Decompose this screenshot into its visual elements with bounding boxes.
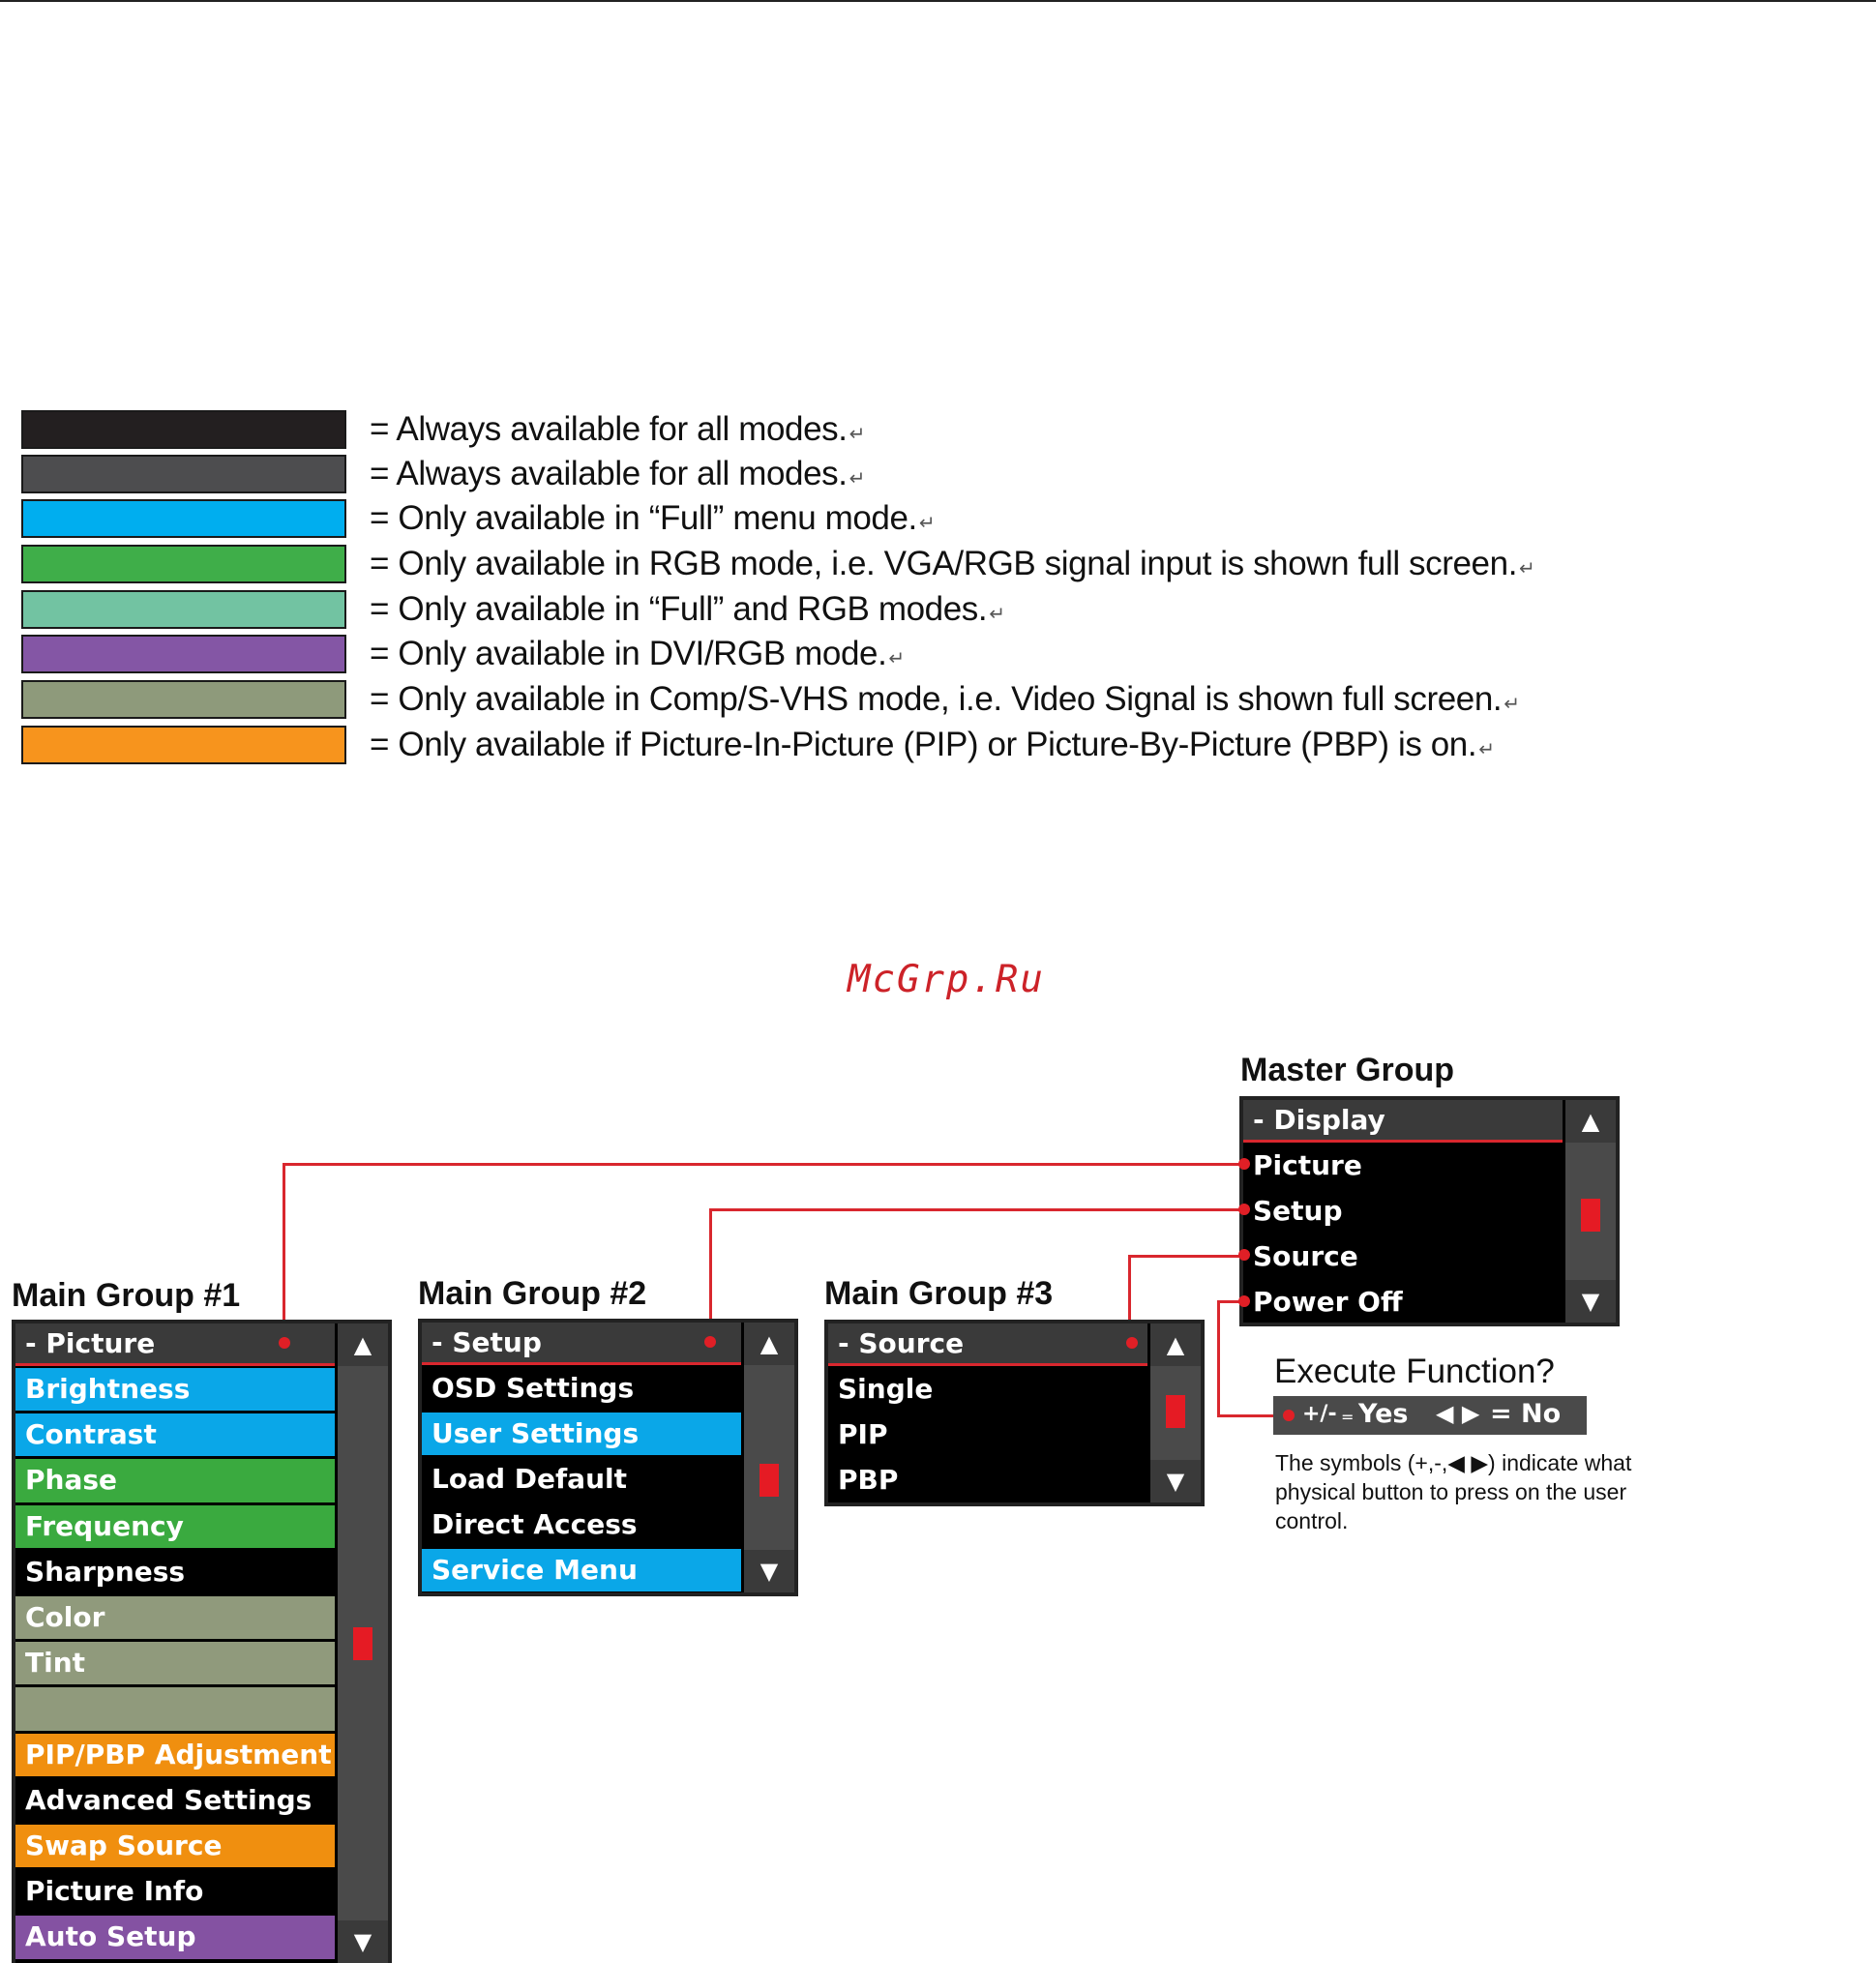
group3-item-pip[interactable] bbox=[828, 1413, 1147, 1456]
execute-function-bar bbox=[1273, 1396, 1587, 1435]
watermark: McGrp.Ru bbox=[848, 958, 1045, 1001]
scroll-down-icon[interactable]: ▼ bbox=[338, 1920, 388, 1963]
group2-item-osd-settings[interactable] bbox=[422, 1367, 741, 1410]
item-label: Source bbox=[1253, 1240, 1358, 1272]
menu-header bbox=[422, 1323, 741, 1365]
connector-dot bbox=[1238, 1158, 1250, 1170]
menu-header-label: - Source bbox=[838, 1327, 965, 1359]
group1-item-color[interactable] bbox=[15, 1596, 335, 1639]
menu-body bbox=[1243, 1100, 1616, 1323]
legend-text: = Only available in Comp/S-VHS mode, i.e. Video Signal is shown full screen. bbox=[370, 680, 1503, 718]
scroll-down-icon[interactable]: ▼ bbox=[1150, 1460, 1201, 1502]
group2-item-user-settings[interactable] bbox=[422, 1413, 741, 1455]
legend-text: = Always available for all modes. bbox=[370, 455, 848, 492]
legend-swatch bbox=[21, 635, 346, 673]
main-group-3-menu bbox=[824, 1320, 1205, 1506]
item-label: Swap Source bbox=[25, 1829, 223, 1861]
item-label: Load Default bbox=[432, 1463, 627, 1495]
item-label: Brightness bbox=[25, 1373, 191, 1405]
item-label: PBP bbox=[838, 1464, 899, 1496]
legend-row bbox=[21, 543, 1666, 587]
legend-text: = Always available for all modes. bbox=[370, 410, 848, 448]
legend-swatch bbox=[21, 410, 346, 449]
item-label: Single bbox=[838, 1373, 934, 1405]
legend-row bbox=[21, 724, 1666, 768]
group1-item-blank[interactable] bbox=[15, 1687, 335, 1730]
connector-dot bbox=[704, 1336, 716, 1348]
group1-item-contrast[interactable] bbox=[15, 1413, 335, 1456]
scroll-up-icon[interactable]: ▲ bbox=[744, 1323, 794, 1365]
equals-sign: = bbox=[1341, 1408, 1355, 1426]
group1-item-picture-info[interactable] bbox=[15, 1870, 335, 1913]
return-icon: ↵ bbox=[849, 424, 865, 445]
group3-item-pbp[interactable] bbox=[828, 1459, 1147, 1502]
connector-line bbox=[283, 1163, 1244, 1166]
connector-dot bbox=[1238, 1249, 1250, 1261]
execute-no[interactable]: = No bbox=[1490, 1399, 1562, 1429]
legend-swatch bbox=[21, 680, 346, 719]
legend-text: = Only available in “Full” menu mode. bbox=[370, 499, 917, 537]
return-icon: ↵ bbox=[989, 604, 1005, 625]
scroll-up-icon[interactable]: ▲ bbox=[338, 1324, 388, 1366]
item-label: Picture bbox=[1253, 1149, 1362, 1181]
connector-line bbox=[1217, 1414, 1281, 1417]
execute-yes[interactable]: Yes bbox=[1358, 1399, 1409, 1429]
item-label: Sharpness bbox=[25, 1555, 186, 1588]
item-label: Service Menu bbox=[432, 1554, 638, 1586]
master-item-picture[interactable] bbox=[1243, 1145, 1563, 1187]
group2-item-load-default[interactable] bbox=[422, 1458, 741, 1501]
connector-dot bbox=[1126, 1337, 1138, 1349]
scrollbar[interactable] bbox=[338, 1324, 388, 1963]
item-label: PIP bbox=[838, 1418, 888, 1450]
left-right-arrows-icon: ◀ ▶ bbox=[1436, 1400, 1480, 1427]
group1-item-sharpness[interactable] bbox=[15, 1551, 335, 1593]
item-label: Frequency bbox=[25, 1509, 184, 1542]
scroll-down-icon[interactable]: ▼ bbox=[1565, 1280, 1616, 1323]
connector-dot bbox=[279, 1337, 290, 1349]
return-icon: ↵ bbox=[888, 648, 905, 669]
group2-item-direct-access[interactable] bbox=[422, 1503, 741, 1546]
execute-function-title: Execute Function? bbox=[1274, 1353, 1555, 1390]
master-item-source[interactable] bbox=[1243, 1235, 1563, 1278]
legend-row bbox=[21, 408, 1666, 453]
return-icon: ↵ bbox=[1478, 739, 1495, 760]
master-group-title: Master Group bbox=[1240, 1052, 1455, 1088]
connector-line bbox=[283, 1163, 285, 1339]
main-group-1-title: Main Group #1 bbox=[12, 1277, 241, 1314]
scroll-up-icon[interactable]: ▲ bbox=[1150, 1324, 1201, 1366]
menu-header bbox=[828, 1324, 1147, 1366]
legend-text: = Only available in RGB mode, i.e. VGA/RGB signal input is shown full screen. bbox=[370, 545, 1518, 582]
top-rule bbox=[0, 0, 1876, 2]
master-group-menu bbox=[1239, 1096, 1620, 1326]
legend-text: = Only available in “Full” and RGB modes. bbox=[370, 590, 988, 628]
master-item-setup[interactable] bbox=[1243, 1190, 1563, 1233]
legend-swatch bbox=[21, 455, 346, 493]
menu-body bbox=[15, 1324, 388, 1963]
legend-text: = Only available in DVI/RGB mode. bbox=[370, 635, 887, 672]
menu-header-label: - Setup bbox=[432, 1326, 542, 1358]
item-label: Phase bbox=[25, 1464, 118, 1497]
scroll-thumb[interactable] bbox=[1581, 1199, 1600, 1232]
menu-body bbox=[828, 1324, 1201, 1502]
legend-row bbox=[21, 497, 1666, 542]
group1-item-tint[interactable] bbox=[15, 1642, 335, 1684]
item-label: Setup bbox=[1253, 1195, 1343, 1227]
return-icon: ↵ bbox=[918, 513, 936, 534]
item-label: Direct Access bbox=[432, 1508, 638, 1540]
main-group-2-title: Main Group #2 bbox=[418, 1275, 647, 1312]
legend-row bbox=[21, 678, 1666, 723]
item-label: Contrast bbox=[25, 1418, 157, 1451]
legend-row bbox=[21, 453, 1666, 497]
group1-item-brightness[interactable] bbox=[15, 1368, 335, 1411]
main-group-3-title: Main Group #3 bbox=[824, 1275, 1054, 1312]
connector-line bbox=[1217, 1300, 1220, 1417]
item-label: Tint bbox=[25, 1647, 86, 1680]
scrollbar[interactable] bbox=[744, 1323, 794, 1592]
group1-item-pip-pbp-adjustment[interactable] bbox=[15, 1734, 335, 1776]
return-icon: ↵ bbox=[1504, 694, 1520, 715]
group1-item-advanced-settings[interactable] bbox=[15, 1779, 335, 1822]
item-label: Advanced Settings bbox=[25, 1783, 313, 1816]
master-item-power-off[interactable] bbox=[1243, 1281, 1563, 1324]
group1-item-auto-setup[interactable] bbox=[15, 1916, 335, 1958]
main-group-1-menu bbox=[12, 1320, 392, 1963]
legend-text: = Only available if Picture-In-Picture (PIP) or Picture-By-Picture (PBP) is on. bbox=[370, 726, 1477, 763]
item-label: Auto Setup bbox=[25, 1920, 196, 1953]
menu-header-label: - Display bbox=[1253, 1104, 1385, 1136]
group2-item-service-menu[interactable] bbox=[422, 1549, 741, 1591]
menu-header-label: - Picture bbox=[25, 1327, 156, 1359]
scroll-thumb[interactable] bbox=[1166, 1395, 1185, 1428]
legend-row bbox=[21, 588, 1666, 633]
item-label: User Settings bbox=[432, 1417, 640, 1449]
connector-line bbox=[1128, 1255, 1244, 1258]
scrollbar[interactable] bbox=[1565, 1100, 1616, 1323]
return-icon: ↵ bbox=[849, 468, 865, 490]
connector-line bbox=[709, 1208, 1244, 1211]
group3-item-single[interactable] bbox=[828, 1368, 1147, 1411]
legend-swatch bbox=[21, 726, 346, 764]
scrollbar[interactable] bbox=[1150, 1324, 1201, 1502]
menu-body bbox=[422, 1323, 794, 1592]
return-icon: ↵ bbox=[1519, 558, 1535, 580]
execute-note: The symbols (+,-,◀ ▶) indicate what physical button to press on the user control. bbox=[1275, 1450, 1632, 1533]
legend-swatch bbox=[21, 499, 346, 538]
scroll-down-icon[interactable]: ▼ bbox=[744, 1550, 794, 1592]
connector-dot bbox=[1283, 1410, 1295, 1421]
scroll-thumb[interactable] bbox=[353, 1627, 372, 1660]
connector-dot bbox=[1238, 1295, 1250, 1307]
group1-item-swap-source[interactable] bbox=[15, 1825, 335, 1867]
legend-swatch bbox=[21, 590, 346, 629]
menu-header bbox=[1243, 1100, 1563, 1143]
scroll-up-icon[interactable]: ▲ bbox=[1565, 1100, 1616, 1143]
item-label: Picture Info bbox=[25, 1875, 204, 1908]
item-label: Power Off bbox=[1253, 1286, 1403, 1318]
item-label: PIP/PBP Adjustment bbox=[25, 1738, 332, 1770]
scroll-thumb[interactable] bbox=[759, 1464, 779, 1497]
connector-dot bbox=[1238, 1204, 1250, 1215]
main-group-2-menu bbox=[418, 1319, 798, 1596]
group1-item-phase[interactable] bbox=[15, 1459, 335, 1502]
item-label: Color bbox=[25, 1601, 105, 1633]
group1-item-frequency[interactable] bbox=[15, 1505, 335, 1548]
plus-minus-icon: +/- bbox=[1302, 1402, 1337, 1426]
legend-swatch bbox=[21, 545, 346, 583]
item-label: OSD Settings bbox=[432, 1372, 635, 1404]
legend-row bbox=[21, 633, 1666, 677]
